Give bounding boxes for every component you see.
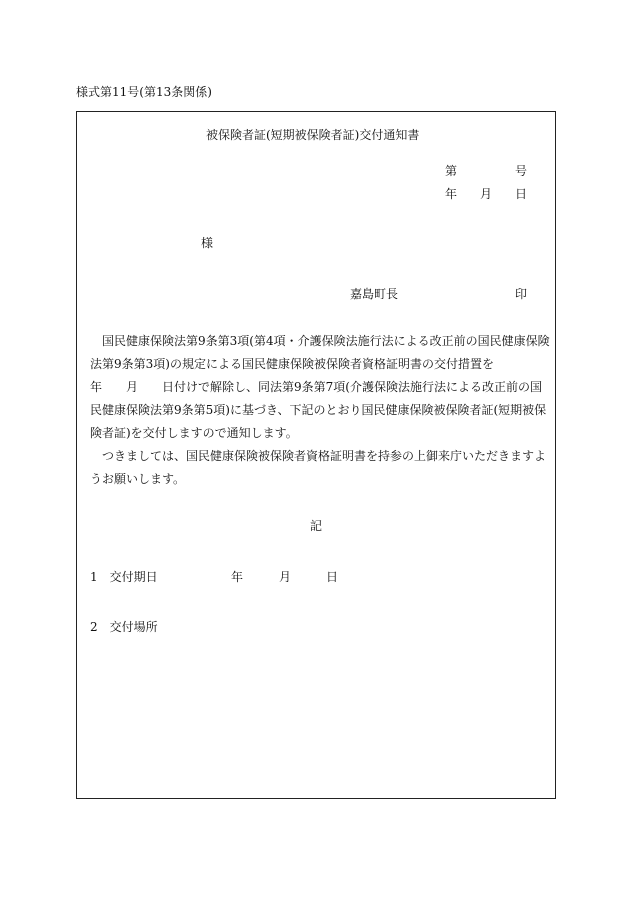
body-line: うお願いします。 bbox=[90, 472, 186, 486]
form-number-label: 様式第11号(第13条関係) bbox=[76, 85, 212, 99]
body-line: 険者証)を交付しますので通知します。 bbox=[90, 426, 298, 440]
notice-body bbox=[90, 330, 550, 491]
item-delivery-date-label: 1 交付期日 bbox=[90, 570, 158, 584]
addressee-honorific: 様 bbox=[201, 236, 214, 250]
item-delivery-place-label: 2 交付場所 bbox=[90, 620, 158, 634]
body-line: つきましては、国民健康保険被保険者資格証明書を持参の上御来庁いただきますよ bbox=[90, 449, 547, 463]
item-delivery-month: 月 bbox=[279, 570, 292, 584]
ki-heading: 記 bbox=[310, 519, 323, 533]
item-delivery-year: 年 bbox=[231, 570, 244, 584]
number-prefix: 第 bbox=[445, 164, 458, 178]
date-day-label: 日 bbox=[515, 187, 528, 201]
item-delivery-day: 日 bbox=[326, 570, 339, 584]
body-line: 年 月 日付けで解除し、同法第9条第7項(介護保険法施行法による改正前の国 bbox=[90, 380, 542, 394]
number-suffix: 号 bbox=[515, 164, 528, 178]
document-title: 被保険者証(短期被保険者証)交付通知書 bbox=[206, 128, 420, 142]
body-line: 民健康保険法第9条第5項)に基づき、下記のとおり国民健康保険被保険者証(短期被保 bbox=[90, 403, 547, 417]
body-line: 国民健康保険法第9条第3項(第4項・介護保険法施行法による改正前の国民健康保険 bbox=[90, 334, 550, 348]
body-line: 法第9条第3項)の規定による国民健康保険被保険者資格証明書の交付措置を bbox=[90, 357, 494, 371]
seal-mark: 印 bbox=[515, 287, 528, 301]
date-month-label: 月 bbox=[480, 187, 493, 201]
date-year-label: 年 bbox=[445, 187, 458, 201]
issuer-name: 嘉島町長 bbox=[350, 287, 399, 301]
